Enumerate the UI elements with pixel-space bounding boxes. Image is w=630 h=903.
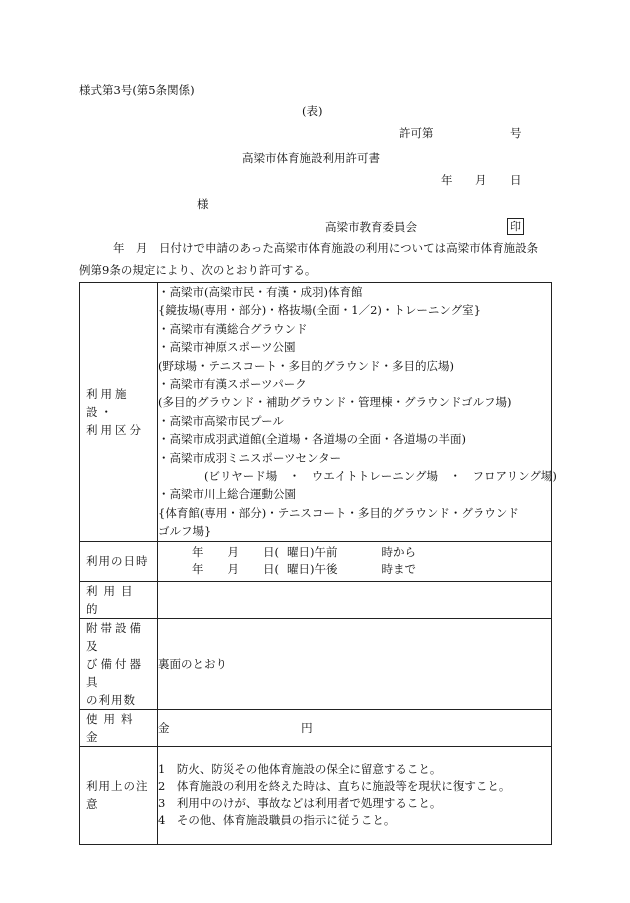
facility-list xyxy=(158,283,557,542)
from-day: 日( xyxy=(263,545,279,560)
equipment-label-cell xyxy=(80,618,158,709)
to-time: 時まで xyxy=(381,562,416,577)
equipment-label-3: の利用数 xyxy=(86,692,136,707)
purpose-label: 利用目的 xyxy=(86,583,139,616)
facility-line: ・高梁市有漢総合グラウンド xyxy=(158,321,308,336)
to-weekday: 曜日) xyxy=(287,562,315,577)
facility-line: ・高梁市(高梁市民・有漢・成羽)体育館 xyxy=(158,285,363,299)
from-time: 時から xyxy=(381,545,416,560)
facility-label-1: 利用施設・ xyxy=(86,386,130,419)
facility-line: ゴルフ場} xyxy=(158,524,212,539)
facility-line: ・高梁市神原スポーツ公園 xyxy=(158,340,296,355)
datetime-label-cell xyxy=(80,541,158,581)
facility-line: (ビリヤード場 ・ ウエイトトレーニング場 ・ フロアリング場) xyxy=(204,469,557,484)
permit-table xyxy=(79,282,557,845)
facility-line: (多目的グラウンド・補助グラウンド・管理棟・グラウンドゴルフ場) xyxy=(158,395,512,410)
purpose-label-cell xyxy=(80,581,158,618)
notes-label-1: 利用上の注 xyxy=(86,779,149,794)
to-day: 日( xyxy=(263,562,279,577)
addressee-suffix: 様 xyxy=(197,197,209,211)
to-year: 年 xyxy=(192,562,204,577)
from-weekday: 曜日) xyxy=(287,545,315,560)
fee-suffix: 円 xyxy=(301,720,313,735)
datetime-row xyxy=(80,541,552,581)
facility-label-cell xyxy=(80,283,158,542)
permit-number-suffix: 号 xyxy=(510,126,522,140)
purpose-row xyxy=(80,581,552,618)
intro-line-2: 例第9条の規定により、次のとおり許可する。 xyxy=(79,263,317,277)
fee-row xyxy=(80,709,552,746)
datetime-label: 利用の日時 xyxy=(86,554,149,569)
seal-stamp: 印 xyxy=(507,218,524,235)
permit-number-prefix: 許可第 xyxy=(399,126,434,140)
facility-line: ・高梁市成羽ミニスポーツセンター xyxy=(158,450,342,465)
side-label: (表) xyxy=(302,104,323,118)
datetime-from xyxy=(158,544,551,561)
facility-line: (野球場・テニスコート・多目的グラウンド・多目的広場) xyxy=(158,358,455,373)
date-day: 日 xyxy=(510,173,522,187)
date-year: 年 xyxy=(441,173,453,187)
facility-line: ・高梁市川上総合運動公園 xyxy=(158,487,296,502)
equipment-label-1: 附帯設備及 xyxy=(86,620,144,653)
from-month: 月 xyxy=(227,545,239,560)
equipment-row xyxy=(80,618,552,709)
equipment-label-2: び備付器具 xyxy=(86,656,144,689)
note-item: 2 体育施設の利用を終えた時は、直ちに施設等を現状に復すこと。 xyxy=(158,779,511,794)
facility-line: {体育館(専用・部分)・テニスコート・多目的グラウンド・グラウンド xyxy=(158,505,519,520)
document-title: 高梁市体育施設利用許可書 xyxy=(242,151,380,165)
fee-prefix: 金 xyxy=(158,720,170,735)
facility-label-2: 利用区分 xyxy=(86,422,144,437)
date-month: 月 xyxy=(475,173,487,187)
to-ampm: 午後 xyxy=(314,562,338,577)
equipment-value: 裏面のとおり xyxy=(158,618,552,709)
form-number: 様式第3号(第5条関係) xyxy=(79,83,195,97)
fee-label-cell xyxy=(80,709,158,746)
facility-line: {鏡抜場(専用・部分)・格抜場(全面・1／2)・トレーニング室} xyxy=(158,303,481,318)
facility-line: ・高梁市高梁市民プール xyxy=(158,413,284,428)
from-ampm: 午前 xyxy=(314,545,338,560)
fee-label: 使用料金 xyxy=(86,711,139,744)
intro-line-1: 年 月 日付けで申請のあった高梁市体育施設の利用については高梁市体育施設条 xyxy=(113,241,539,255)
note-item: 4 その他、体育施設職員の指示に従うこと。 xyxy=(158,813,396,828)
facility-line: ・高梁市成羽武道館(全道場・各道場の全面・各道場の半面) xyxy=(158,432,466,447)
notes-row xyxy=(80,746,552,844)
note-item: 3 利用中のけが、事故などは利用者で処理すること。 xyxy=(158,796,442,811)
to-month: 月 xyxy=(227,562,239,577)
issuer-name: 高梁市教育委員会 xyxy=(325,220,417,234)
purpose-value xyxy=(158,581,552,618)
notes-label-cell xyxy=(80,746,158,844)
notes-label-2: 意 xyxy=(86,797,99,812)
datetime-to xyxy=(158,561,551,578)
datetime-value xyxy=(158,541,552,581)
from-year: 年 xyxy=(192,545,204,560)
facility-line: ・高梁市有漢スポーツパーク xyxy=(158,377,307,392)
facility-row xyxy=(80,283,552,542)
fee-value xyxy=(158,709,552,746)
note-item: 1 防火、防災その他体育施設の保全に留意すること。 xyxy=(158,762,442,777)
notes-list xyxy=(158,746,552,844)
